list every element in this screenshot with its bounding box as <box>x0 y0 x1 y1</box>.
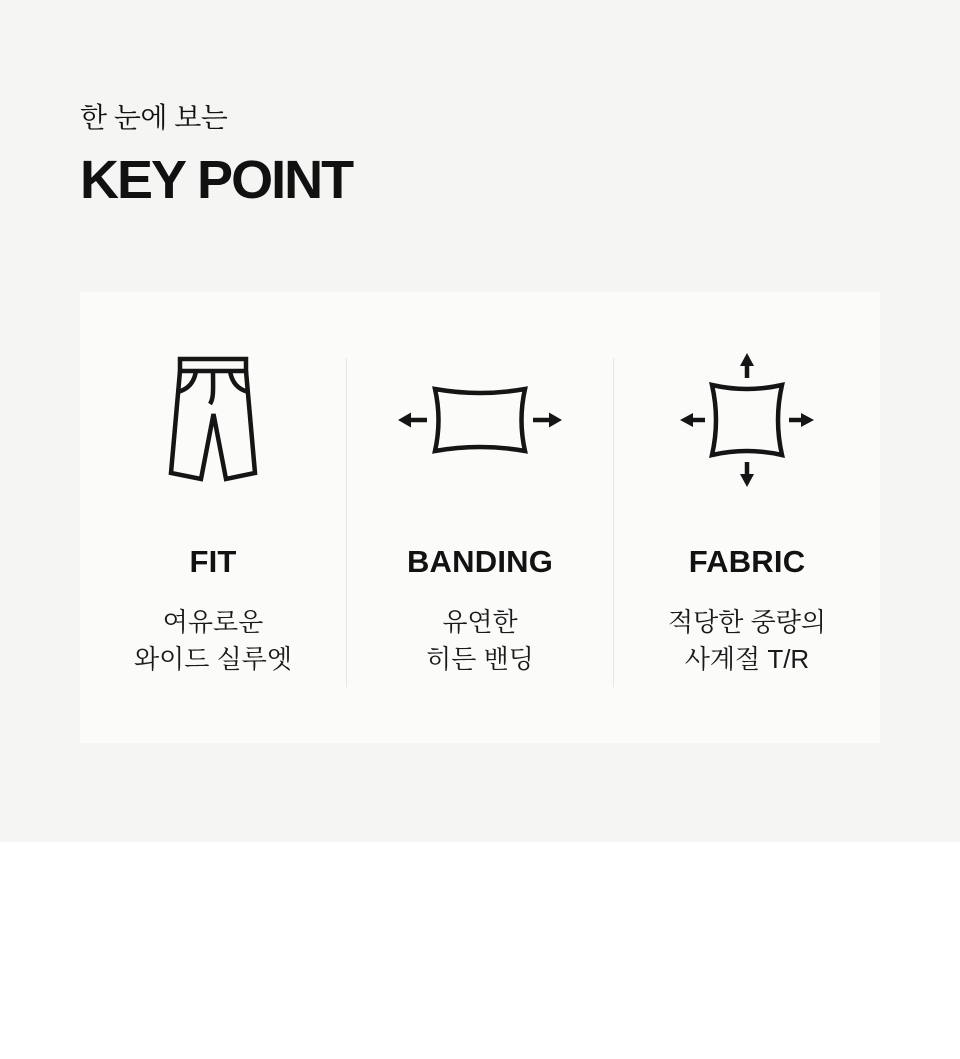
description-line: 적당한 중량의 <box>668 607 826 637</box>
pants-icon <box>168 352 258 488</box>
description-line: 여유로운 <box>162 607 264 637</box>
key-point-column-fabric <box>614 292 880 743</box>
description-line: 유연한 <box>442 607 518 637</box>
bottom-white-spacer <box>0 842 960 1059</box>
key-point-description-banding <box>426 604 534 678</box>
section-eyebrow: 한 눈에 보는 <box>80 102 228 133</box>
key-point-label-fit: FIT <box>189 544 237 579</box>
key-point-column-banding <box>347 292 613 743</box>
description-line: 와이드 실루엣 <box>134 644 292 674</box>
key-point-description-fit <box>134 604 292 678</box>
key-point-description-fabric <box>668 604 826 678</box>
key-point-label-banding: BANDING <box>406 544 554 579</box>
key-point-column-fit <box>80 292 346 743</box>
key-point-card <box>80 292 880 743</box>
four-way-stretch-icon <box>680 352 814 488</box>
horizontal-stretch-icon <box>398 352 562 488</box>
description-line: 히든 밴딩 <box>426 644 534 674</box>
key-point-label-fabric: FABRIC <box>688 544 806 579</box>
description-line: 사계절 T/R <box>684 644 810 674</box>
section-title: KEY POINT <box>80 150 353 210</box>
